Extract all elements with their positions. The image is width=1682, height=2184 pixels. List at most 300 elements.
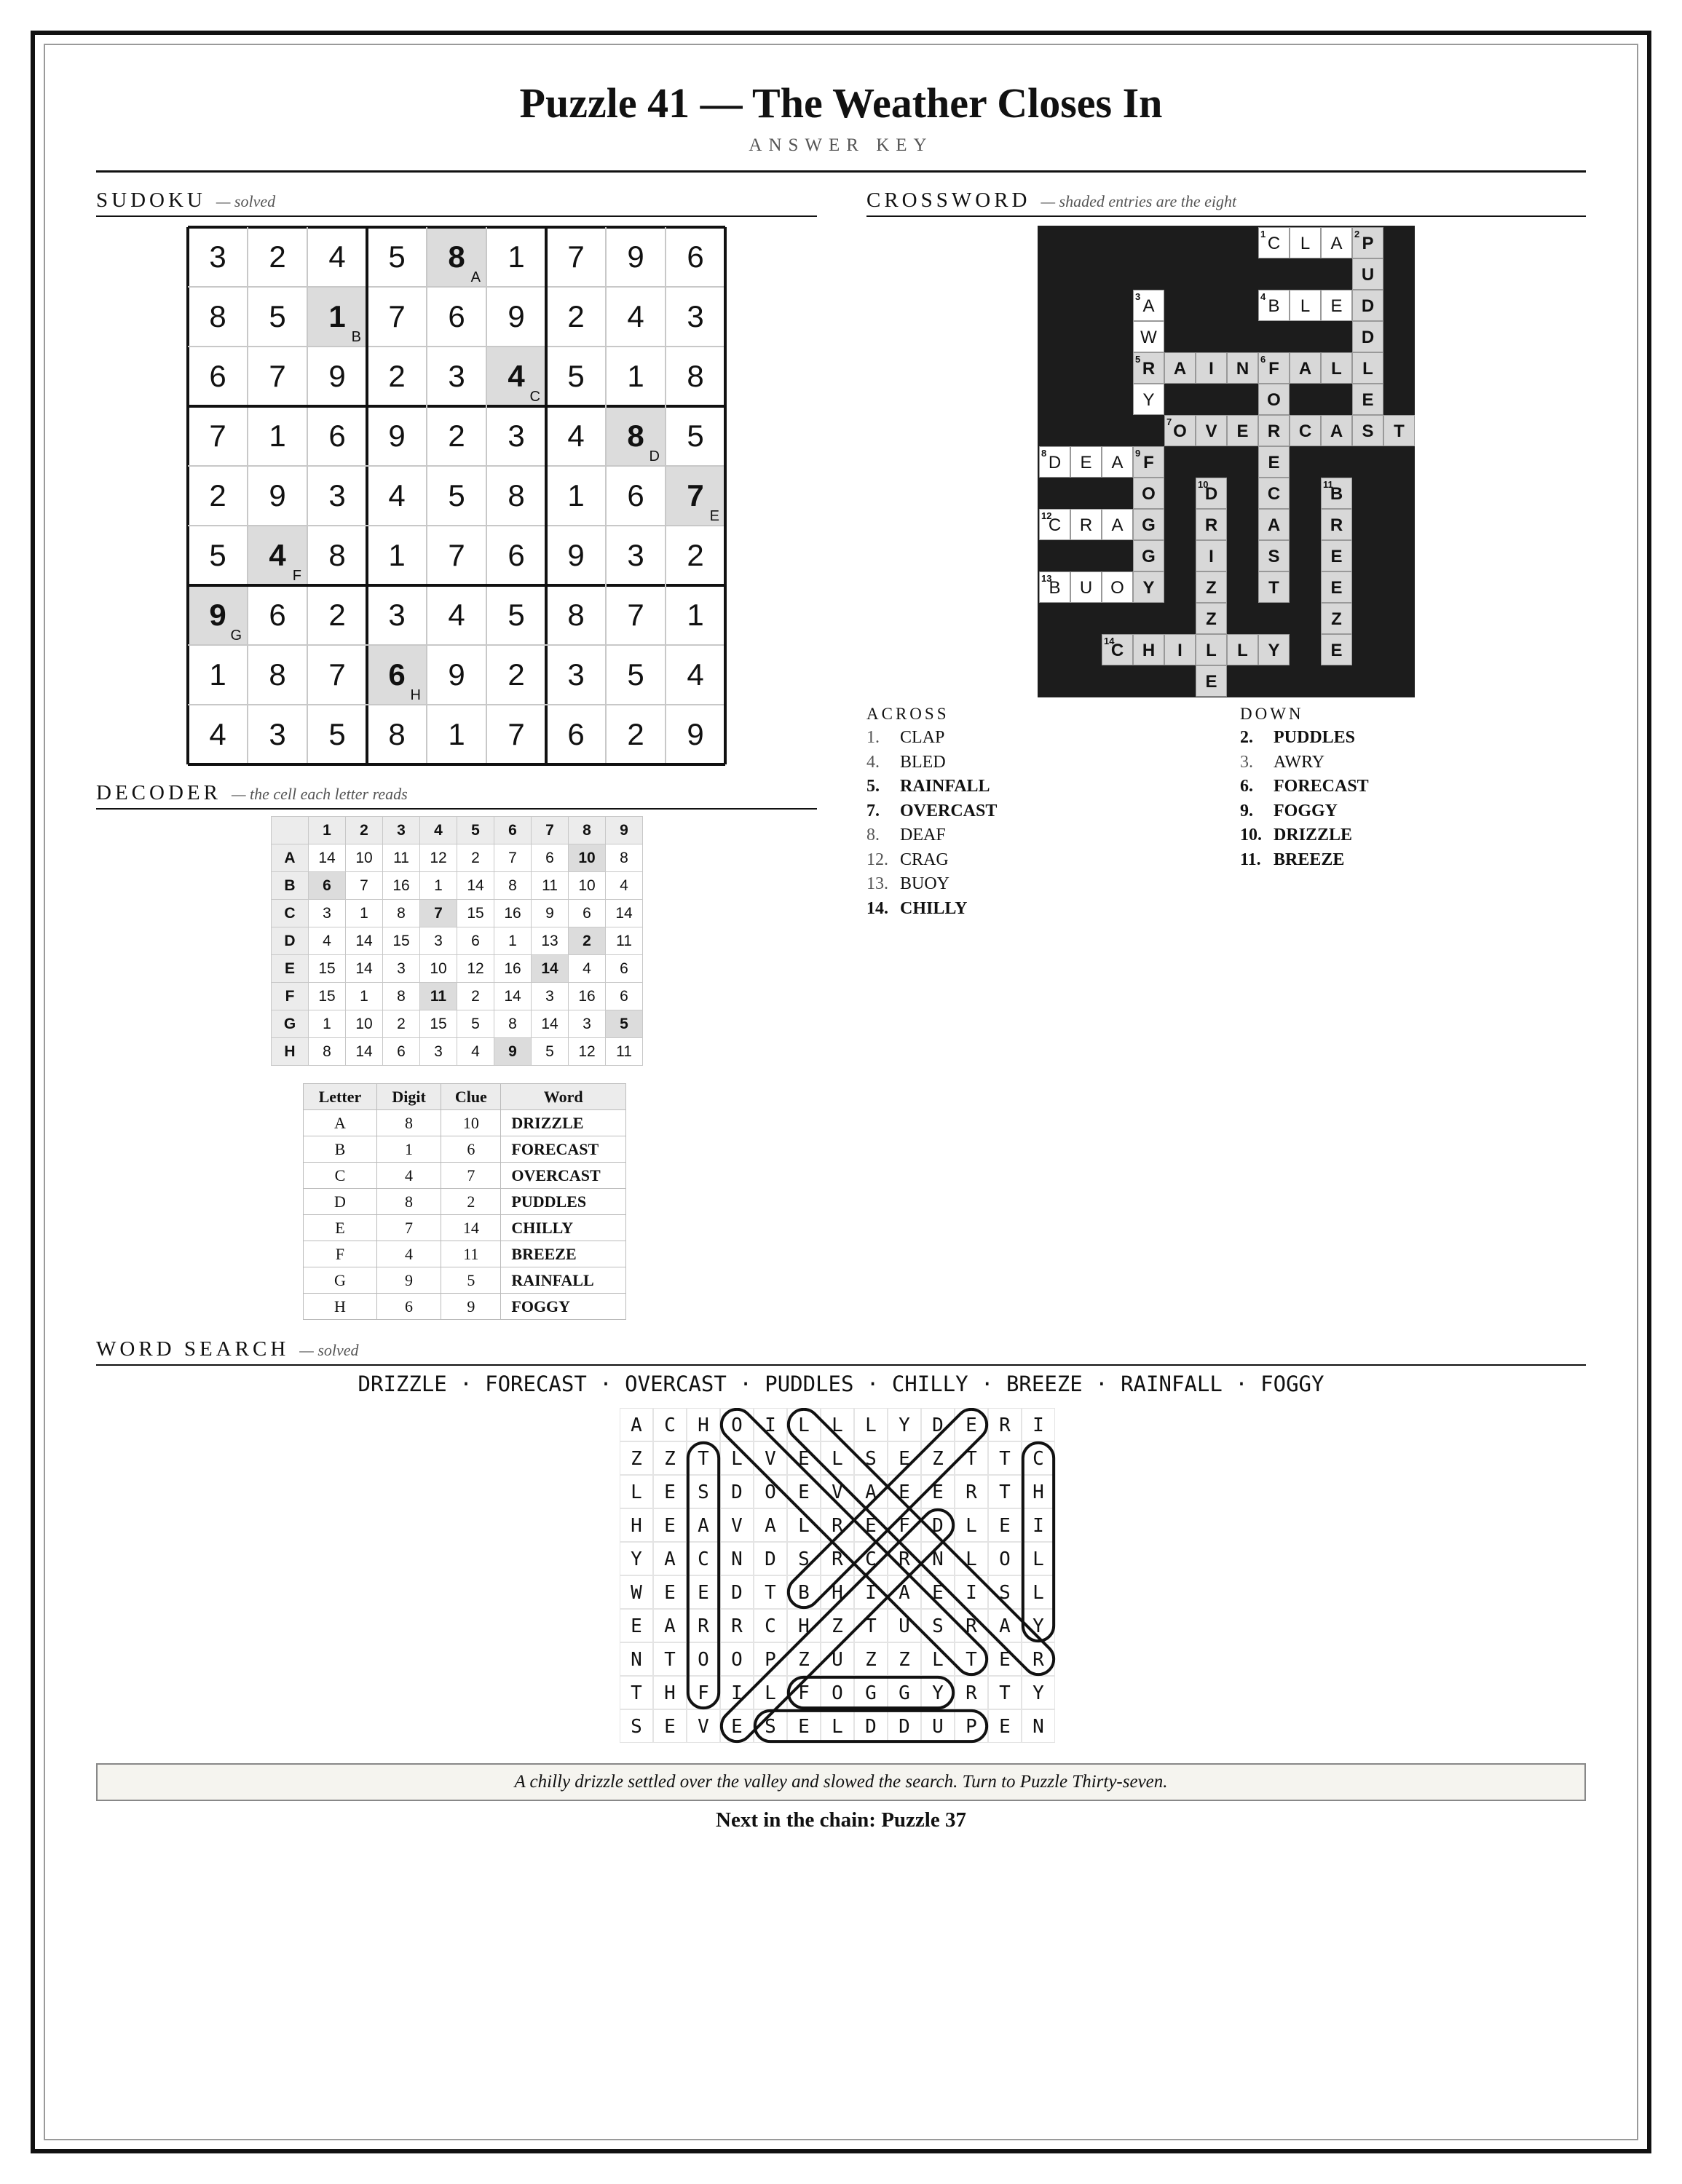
decoder-cell: 3 (420, 927, 457, 955)
key-cell: 4 (376, 1241, 441, 1267)
sudoku-gridline (186, 227, 189, 764)
sudoku-cell: 3 (328, 478, 346, 513)
clue-answer: CHILLY (900, 898, 968, 918)
sudoku-cell-tag: E (709, 508, 719, 524)
clue-answer: AWRY (1274, 752, 1325, 772)
wordsearch-cell: R (687, 1609, 720, 1642)
wordsearch-cell: D (720, 1575, 754, 1609)
decoder-cell: 3 (309, 900, 346, 927)
wordsearch-cell: E (854, 1508, 888, 1542)
sudoku-cell: 7 (508, 717, 525, 751)
key-row (304, 1241, 626, 1267)
wordsearch-cell: E (653, 1475, 687, 1508)
decoder-row-letter: E (272, 955, 309, 983)
sudoku-cell: 3 (448, 359, 465, 393)
crossword-cell: A (1258, 509, 1290, 540)
sudoku-gridline (188, 226, 725, 229)
crossword-cell: O (1102, 571, 1133, 603)
wordsearch-cell: A (687, 1508, 720, 1542)
decoder-col-header: 5 (457, 817, 494, 844)
key-row (304, 1267, 626, 1294)
clue-number: 12. (866, 850, 888, 869)
decoder-col-header: 1 (309, 817, 346, 844)
decoder-cell: 14 (494, 983, 532, 1010)
crossword-cell: S (1352, 415, 1383, 446)
crossword-cell: E (1227, 415, 1258, 446)
wordsearch-cell: T (988, 1676, 1022, 1709)
sudoku-cell-tag: A (470, 269, 481, 285)
clue-answer: PUDDLES (1274, 728, 1356, 747)
crossword-cell: Z (1196, 603, 1227, 634)
sudoku-cell: 2 (388, 359, 406, 393)
sudoku-gridline (188, 286, 725, 288)
decoder-cell: 2 (457, 844, 494, 872)
decoder-cell: 4 (309, 927, 346, 955)
sudoku-cell: 4 F (248, 526, 307, 585)
crossword-cell: T (1258, 571, 1290, 603)
page-title: Puzzle 41 — The Weather Closes In (519, 79, 1163, 127)
crossword-cell: A (1321, 227, 1352, 258)
wordsearch-cell: S (921, 1609, 955, 1642)
wordsearch-cell: I (955, 1575, 988, 1609)
decoder-note: — the cell each letter reads (231, 785, 408, 803)
wordsearch-cell: R (988, 1408, 1022, 1441)
sudoku-cell: 5 (687, 419, 704, 453)
wordsearch-section-header (96, 1334, 1586, 1366)
clue-number: 10. (1240, 826, 1262, 844)
sudoku-cell: 6 (567, 717, 585, 751)
wordsearch-cell: E (720, 1709, 754, 1743)
crossword-cell: S (1258, 540, 1290, 571)
wordsearch-cell: E (988, 1709, 1022, 1743)
sudoku-cell: 2 (448, 419, 465, 453)
sudoku-cell: 7 (567, 240, 585, 274)
sudoku-cell: 9 (388, 419, 406, 453)
wordsearch-cell: H (620, 1508, 653, 1542)
wordsearch-cell: A (620, 1408, 653, 1441)
sudoku-gridline (724, 227, 727, 764)
sudoku-cell-tag: D (649, 448, 660, 464)
wordsearch-cell: L (955, 1508, 988, 1542)
sudoku-cell: 4 (627, 299, 644, 333)
crossword-clue (1240, 777, 1369, 796)
wordsearch-cell: T (955, 1441, 988, 1475)
sudoku-cell: 9 (508, 299, 525, 333)
sudoku-cell: 6 (687, 240, 704, 274)
crossword-clue (866, 777, 990, 796)
key-cell: 14 (441, 1215, 501, 1241)
wordsearch-cell: L (821, 1408, 854, 1441)
key-cell: F (304, 1241, 377, 1267)
wordsearch-cell: S (754, 1709, 787, 1743)
crossword-cell: D 8 (1039, 446, 1070, 478)
wordsearch-cell: C (854, 1542, 888, 1575)
crossword-grid (1038, 226, 1415, 697)
found-word-loop (1023, 1443, 1054, 1641)
crossword-cell: O (1133, 478, 1164, 509)
decoder-col-header: 9 (606, 817, 643, 844)
sudoku-note: — solved (216, 192, 276, 210)
clue-answer: DEAF (900, 826, 946, 844)
sudoku-cell: 5 (388, 240, 406, 274)
key-header: Digit (376, 1084, 441, 1110)
wordsearch-cell: S (988, 1575, 1022, 1609)
sudoku-cell: 6 (209, 359, 226, 393)
crossword-cell: V (1196, 415, 1227, 446)
wordsearch-cell: S (854, 1441, 888, 1475)
crossword-cell: H (1133, 634, 1164, 665)
crossword-cell: L (1290, 227, 1321, 258)
sudoku-cell: 6 (328, 419, 346, 453)
sudoku-cell: 3 (388, 598, 406, 632)
wordsearch-cell: C (754, 1609, 787, 1642)
crossword-cell: A (1102, 509, 1133, 540)
crossword-cell: A (1164, 352, 1196, 384)
clue-number: 1. (866, 728, 880, 747)
sudoku-heading: SUDOKU (96, 189, 206, 212)
wordsearch-cell: D (854, 1709, 888, 1743)
wordsearch-cell: E (888, 1441, 921, 1475)
decoder-cell: 5 (457, 1010, 494, 1038)
crossword-clue (1240, 826, 1352, 845)
crossword-cell: O (1258, 384, 1290, 415)
key-cell: 8 (376, 1189, 441, 1215)
decoder-cell: 13 (532, 927, 569, 955)
clue-answer: CLAP (900, 728, 945, 747)
wordsearch-cell: S (787, 1542, 821, 1575)
sudoku-cell: 8 (209, 299, 226, 333)
wordsearch-cell: U (821, 1642, 854, 1676)
decoder-cell: 9 (532, 900, 569, 927)
wordsearch-cell: O (720, 1642, 754, 1676)
crossword-clue (866, 802, 997, 821)
sudoku-cell: 3 (687, 299, 704, 333)
wordsearch-cell: U (921, 1709, 955, 1743)
crossword-cell: F 9 (1133, 446, 1164, 478)
title-rule (96, 170, 1586, 173)
key-cell: 4 (376, 1163, 441, 1189)
wordsearch-cell: L (921, 1642, 955, 1676)
sudoku-gridline (605, 227, 607, 764)
decoder-cell: 14 (457, 872, 494, 900)
decoder-cell: 6 (309, 872, 346, 900)
found-word-loop (688, 1443, 719, 1708)
crossword-cell: A (1290, 352, 1321, 384)
wordsearch-cell: N (1022, 1709, 1055, 1743)
decoder-cell: 10 (420, 955, 457, 983)
wordsearch-cell: O (687, 1642, 720, 1676)
wordsearch-cell: L (955, 1542, 988, 1575)
decoder-cell: 1 (346, 983, 383, 1010)
wordsearch-cell: T (955, 1642, 988, 1676)
crossword-cell: Y (1133, 384, 1164, 415)
sudoku-cell: 9 (328, 359, 346, 393)
sudoku-cell: 2 (269, 240, 286, 274)
sudoku-cell: 4 (567, 419, 585, 453)
sudoku-cell: 7 (627, 598, 644, 632)
crossword-cell: C 1 (1258, 227, 1290, 258)
decoder-col-header: 6 (494, 817, 532, 844)
sudoku-cell: 1 (627, 359, 644, 393)
wordsearch-cell: F (687, 1676, 720, 1709)
key-header: Letter (304, 1084, 377, 1110)
decoder-heading: DECODER (96, 781, 221, 804)
clue-number: 7. (866, 801, 880, 820)
key-cell: 9 (376, 1267, 441, 1294)
crossword-cell: N (1227, 352, 1258, 384)
decoder-cell: 12 (457, 955, 494, 983)
wordsearch-cell: I (854, 1575, 888, 1609)
sudoku-cell: 4 C (486, 347, 546, 406)
key-cell: D (304, 1189, 377, 1215)
crossword-cell: Z (1321, 603, 1352, 634)
key-cell: 8 (376, 1110, 441, 1136)
sudoku-cell-tag: F (292, 568, 301, 584)
crossword-cell: R (1070, 509, 1102, 540)
sudoku-gridline (188, 346, 725, 347)
decoder-cell: 7 (420, 900, 457, 927)
clue-answer: RAINFALL (900, 777, 990, 796)
crossword-clue-number: 1 (1260, 229, 1266, 240)
decoder-cell: 8 (309, 1038, 346, 1066)
crossword-clue (1240, 802, 1338, 821)
sudoku-gridline (188, 644, 725, 646)
wordsearch-cell: Z (787, 1642, 821, 1676)
crossword-clue (866, 874, 949, 894)
wordsearch-cell: E (988, 1508, 1022, 1542)
crossword-cell: B 13 (1039, 571, 1070, 603)
key-cell: 9 (441, 1294, 501, 1320)
decoder-row (272, 1010, 643, 1038)
crossword-cell: G (1133, 540, 1164, 571)
sudoku-cell-tag: C (529, 389, 540, 405)
wordsearch-cell: V (687, 1709, 720, 1743)
clue-number: 2. (1240, 728, 1253, 747)
key-row (304, 1163, 626, 1189)
decoder-cell: 1 (346, 900, 383, 927)
decoder-cell: 10 (346, 1010, 383, 1038)
crossword-cell: R (1196, 509, 1227, 540)
sudoku-cell: 9 (627, 240, 644, 274)
wordsearch-cell: A (653, 1609, 687, 1642)
sudoku-cell: 2 (328, 598, 346, 632)
sudoku-cell: 9 (269, 478, 286, 513)
decoder-cell: 12 (569, 1038, 606, 1066)
clue-answer: BREEZE (1274, 850, 1345, 869)
wordsearch-cell: L (787, 1408, 821, 1441)
crossword-clue-number: 4 (1260, 291, 1266, 302)
decoder-cell: 6 (457, 927, 494, 955)
sudoku-cell: 1 (508, 240, 525, 274)
wordsearch-cell: S (687, 1475, 720, 1508)
wordsearch-cell: H (821, 1575, 854, 1609)
wordsearch-cell: Z (620, 1441, 653, 1475)
sudoku-section-header (96, 185, 817, 217)
wordsearch-cell: F (888, 1508, 921, 1542)
wordsearch-cell: A (754, 1508, 787, 1542)
closing-note: A chilly drizzle settled over the valley and slowed the search. Turn to Puzzle Thirty-seven. (96, 1763, 1586, 1801)
decoder-cell: 8 (383, 900, 420, 927)
wordsearch-cell: R (821, 1508, 854, 1542)
decoder-cell: 6 (383, 1038, 420, 1066)
decoder-cell: 16 (494, 955, 532, 983)
crossword-cell: I (1196, 540, 1227, 571)
sudoku-cell: 2 (209, 478, 226, 513)
crossword-clue (866, 850, 949, 870)
wordsearch-cell: T (620, 1676, 653, 1709)
decoder-cell: 9 (494, 1038, 532, 1066)
crossword-cell: L (1352, 352, 1383, 384)
crossword-cell: U (1070, 571, 1102, 603)
decoder-cell: 14 (532, 955, 569, 983)
decoder-cell: 14 (309, 844, 346, 872)
wordsearch-cell: O (754, 1475, 787, 1508)
wordsearch-cell: Z (888, 1642, 921, 1676)
crossword-cell: Y (1258, 634, 1290, 665)
wordsearch-cell: L (1022, 1542, 1055, 1575)
wordsearch-cell: D (754, 1542, 787, 1575)
key-cell: G (304, 1267, 377, 1294)
sudoku-cell: 1 (388, 538, 406, 572)
crossword-clue-number: 11 (1323, 479, 1333, 490)
decoder-key-table (303, 1083, 626, 1320)
decoder-cell: 16 (569, 983, 606, 1010)
sudoku-cell: 9 (567, 538, 585, 572)
key-cell: CHILLY (501, 1215, 626, 1241)
decoder-cell: 14 (606, 900, 643, 927)
decoder-cell: 4 (606, 872, 643, 900)
sudoku-cell: 9 (448, 657, 465, 692)
decoder-cell: 5 (532, 1038, 569, 1066)
crossword-clue (866, 826, 946, 845)
crossword-cell: E (1321, 571, 1352, 603)
key-cell: 7 (441, 1163, 501, 1189)
decoder-table (271, 816, 643, 1066)
clue-number: 3. (1240, 752, 1253, 772)
crossword-cell: Z (1196, 571, 1227, 603)
decoder-cell: 5 (606, 1010, 643, 1038)
sudoku-cell: 6 (508, 538, 525, 572)
wordsearch-cell: E (921, 1475, 955, 1508)
key-header: Clue (441, 1084, 501, 1110)
sudoku-cell: 8 A (427, 227, 486, 287)
crossword-clue-number: 13 (1041, 573, 1052, 584)
sudoku-cell: 1 (269, 419, 286, 453)
wordsearch-cell: T (988, 1475, 1022, 1508)
sudoku-gridline (665, 227, 666, 764)
sudoku-cell: 9 G (188, 585, 248, 645)
decoder-cell: 1 (309, 1010, 346, 1038)
wordsearch-cell: C (1022, 1441, 1055, 1475)
key-row (304, 1189, 626, 1215)
decoder-cell: 8 (494, 1010, 532, 1038)
decoder-cell: 6 (606, 955, 643, 983)
crossword-clue-number: 9 (1135, 448, 1141, 459)
sudoku-gridline (188, 405, 725, 408)
page-subtitle: ANSWER KEY (749, 135, 933, 155)
key-cell: B (304, 1136, 377, 1163)
decoder-cell: 14 (532, 1010, 569, 1038)
sudoku-cell: 8 D (606, 406, 666, 466)
key-row (304, 1136, 626, 1163)
decoder-col-header: 7 (532, 817, 569, 844)
wordsearch-cell: E (620, 1609, 653, 1642)
crossword-clue (1240, 850, 1344, 870)
wordsearch-cell: V (754, 1441, 787, 1475)
key-cell: OVERCAST (501, 1163, 626, 1189)
sudoku-cell: 6 (269, 598, 286, 632)
crossword-clue-number: 8 (1041, 448, 1047, 459)
decoder-cell: 1 (420, 872, 457, 900)
decoder-col-header: 2 (346, 817, 383, 844)
decoder-row (272, 983, 643, 1010)
wordsearch-cell: H (687, 1408, 720, 1441)
key-row (304, 1110, 626, 1136)
clue-answer: BUOY (900, 874, 950, 893)
key-cell: 2 (441, 1189, 501, 1215)
decoder-row (272, 927, 643, 955)
decoder-col-header: 4 (420, 817, 457, 844)
wordsearch-cell: V (720, 1508, 754, 1542)
wordsearch-cell: R (720, 1609, 754, 1642)
sudoku-cell: 7 (388, 299, 406, 333)
clue-number: 13. (866, 874, 888, 893)
wordsearch-cell: E (653, 1508, 687, 1542)
key-header-row (304, 1084, 626, 1110)
crossword-cell: E (1196, 665, 1227, 697)
crossword-cell: R (1321, 509, 1352, 540)
wordsearch-cell: L (754, 1676, 787, 1709)
wordsearch-cell: A (854, 1475, 888, 1508)
decoder-cell: 10 (569, 844, 606, 872)
wordsearch-grid (620, 1408, 1064, 1750)
crossword-cell: D (1352, 290, 1383, 321)
clue-number: 6. (1240, 777, 1253, 796)
wordsearch-cell: O (821, 1676, 854, 1709)
decoder-cell: 3 (532, 983, 569, 1010)
decoder-cell: 3 (569, 1010, 606, 1038)
decoder-cell: 15 (420, 1010, 457, 1038)
wordsearch-cell: O (988, 1542, 1022, 1575)
wordsearch-cell: E (653, 1709, 687, 1743)
sudoku-cell: 5 (328, 717, 346, 751)
clue-number: 11. (1240, 850, 1261, 869)
down-heading: DOWN (1240, 705, 1304, 723)
clue-answer: DRIZZLE (1274, 826, 1353, 844)
wordsearch-cell: D (888, 1709, 921, 1743)
crossword-note: — shaded entries are the eight (1041, 192, 1237, 210)
sudoku-cell: 8 (687, 359, 704, 393)
sudoku-gridline (188, 584, 725, 587)
wordsearch-cell: A (653, 1542, 687, 1575)
clue-number: 14. (866, 898, 888, 918)
wordsearch-cell: Y (921, 1676, 955, 1709)
found-word-loop (789, 1677, 953, 1708)
crossword-clue-number: 14 (1104, 636, 1115, 646)
sudoku-cell-tag: B (351, 329, 361, 345)
key-cell: 1 (376, 1136, 441, 1163)
crossword-cell: E (1258, 446, 1290, 478)
crossword-cell: C (1258, 478, 1290, 509)
decoder-cell: 14 (346, 1038, 383, 1066)
key-header: Word (501, 1084, 626, 1110)
wordsearch-cell: E (687, 1575, 720, 1609)
decoder-cell: 14 (346, 927, 383, 955)
sudoku-cell: 6 (627, 478, 644, 513)
crossword-cell: B 4 (1258, 290, 1290, 321)
crossword-cell: R (1258, 415, 1290, 446)
sudoku-cell: 4 (209, 717, 226, 751)
